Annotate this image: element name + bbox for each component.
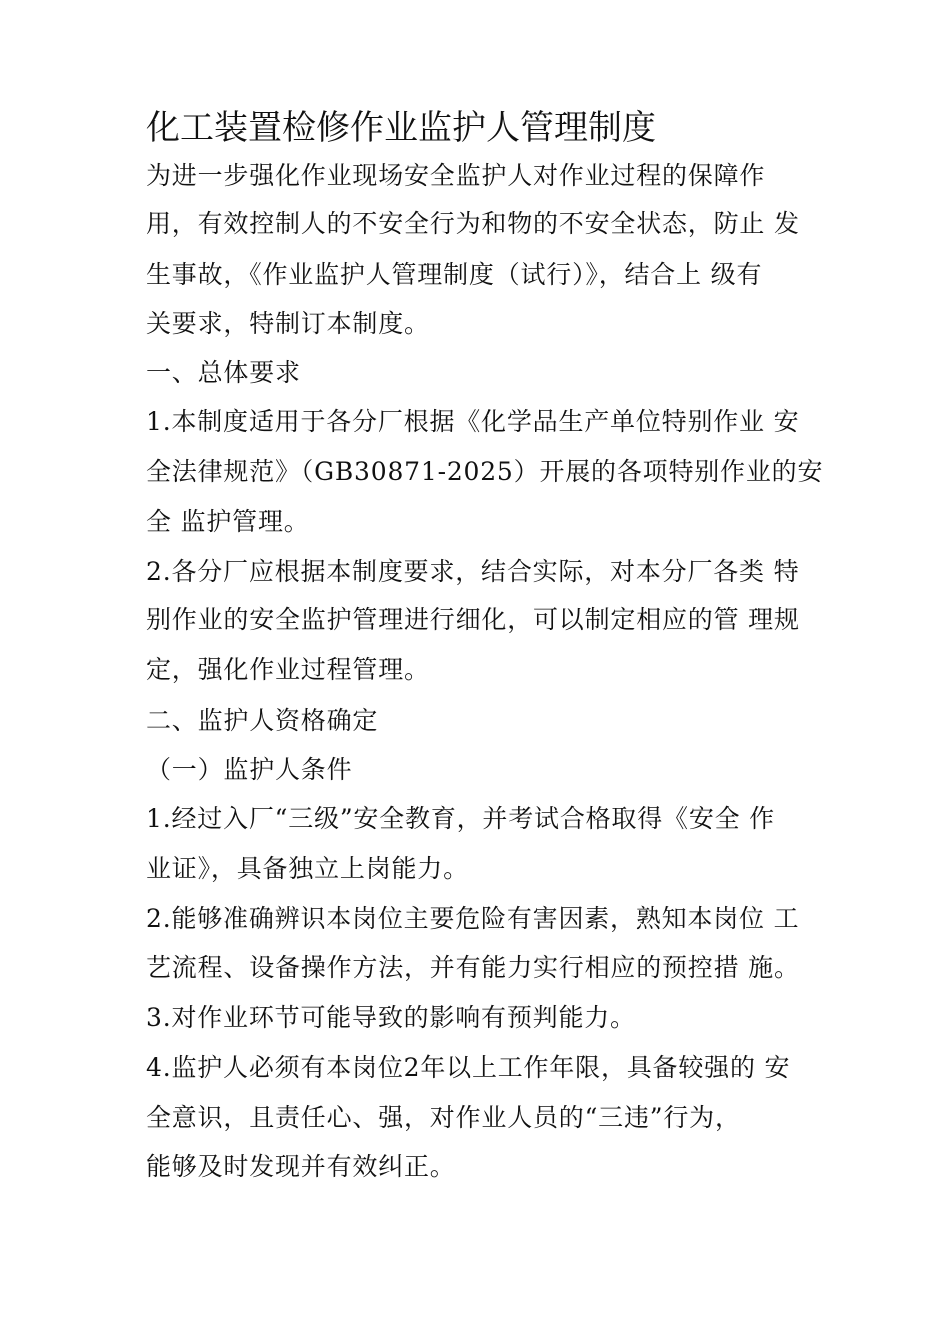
body-line-20: 全意识，且责任心、强，对作业人员的“三违”行为，	[146, 1103, 741, 1132]
body-line-6: 1.本制度适用于各分厂根据《化学品生产单位特别作业 安	[146, 407, 800, 436]
body-line-18: 3.对作业环节可能导致的影响有预判能力。	[146, 1003, 636, 1032]
body-line-16: 2.能够准确辨识本岗位主要危险有害因素，熟知本岗位 工	[146, 904, 800, 933]
section-heading-1: 一、总体要求	[146, 358, 301, 387]
body-line-7: 全法律规范》（GB30871-2025）开展的各项特别作业的安	[146, 457, 824, 486]
body-line-14: 1.经过入厂“三级”安全教育，并考试合格取得《安全 作	[146, 804, 775, 833]
body-line-8: 全 监护管理。	[146, 507, 310, 536]
body-line-15: 业证》，具备独立上岗能力。	[146, 854, 469, 883]
body-line-4: 关要求，特制订本制度。	[146, 309, 430, 338]
section-heading-2: 二、监护人资格确定	[146, 706, 379, 735]
body-line-21: 能够及时发现并有效纠正。	[146, 1152, 456, 1181]
body-line-3: 生事故，《作业监护人管理制度（试行）》，结合上 级有	[146, 260, 763, 289]
body-line-17: 艺流程、设备操作方法，并有能力实行相应的预控措 施。	[146, 953, 800, 982]
body-line-19: 4.监护人必须有本岗位2年以上工作年限，具备较强的 安	[146, 1053, 791, 1082]
body-line-2: 用，有效控制人的不安全行为和物的不安全状态，防止 发	[146, 209, 800, 238]
body-line-9: 2.各分厂应根据本制度要求，结合实际，对本分厂各类 特	[146, 557, 800, 586]
document-title: 化工装置检修作业监护人管理制度	[146, 108, 656, 148]
subsection-heading-1: （一）监护人条件	[146, 755, 353, 784]
body-line-10: 别作业的安全监护管理进行细化，可以制定相应的管 理规	[146, 605, 800, 634]
body-line-11: 定，强化作业过程管理。	[146, 655, 430, 684]
body-line-1: 为进一步强化作业现场安全监护人对作业过程的保障作	[146, 161, 766, 190]
